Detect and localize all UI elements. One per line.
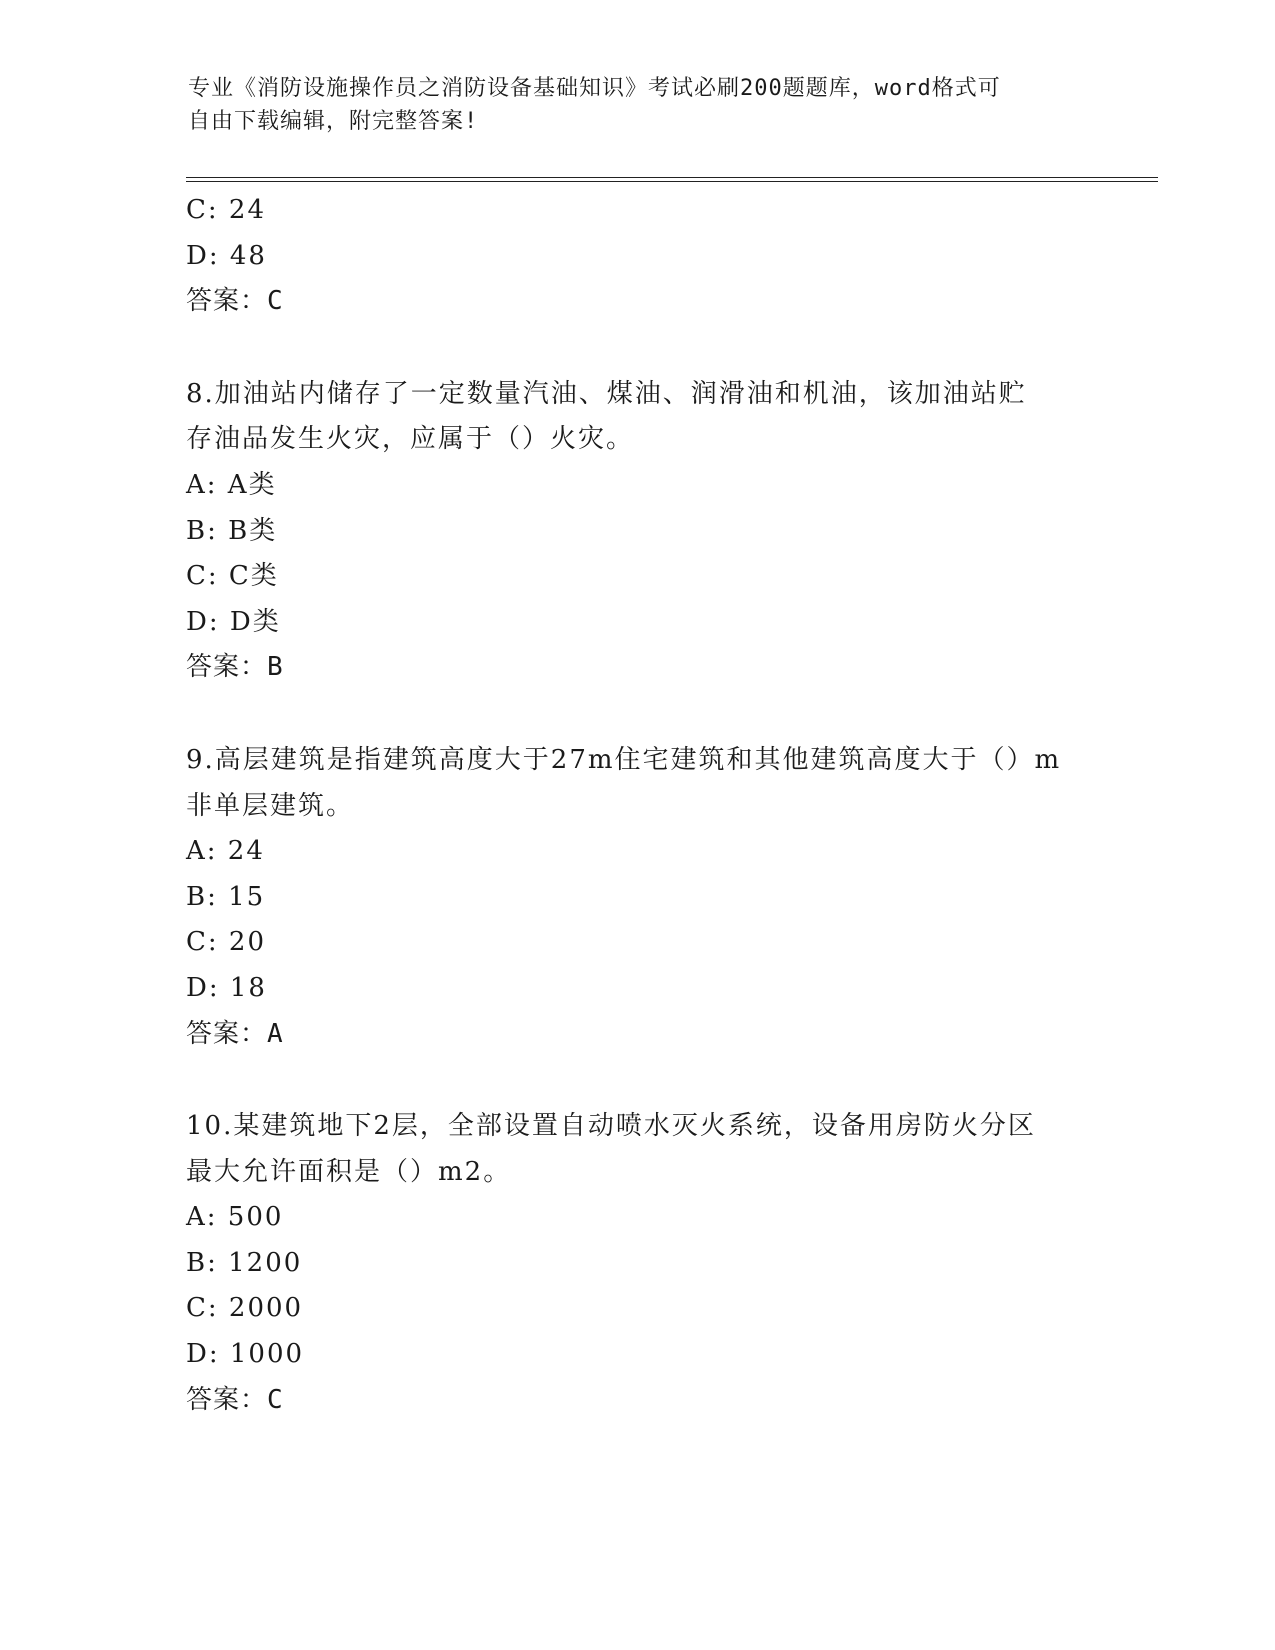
question-block-8 [186,372,1086,691]
page-header [188,72,1088,138]
option-d: D: 1000 [186,1339,305,1370]
question-stem: 9.高层建筑是指建筑高度大于27m住宅建筑和其他建筑高度大于（）m [186,744,1062,775]
question-block-9 [186,738,1086,1057]
header-title-line-2: 自由下载编辑，附完整答案! [188,109,479,134]
question-stem-continued: 存油品发生火灾，应属于（）火灾。 [186,424,635,455]
question-block-10 [186,1104,1086,1423]
option-b: B: 15 [186,881,266,912]
option-c: C: 2000 [186,1293,304,1324]
question-block-prev [186,188,1086,325]
option-d: D: 18 [186,972,267,1003]
answer-line: 答案：C [186,1384,284,1415]
option-b: B: B类 [186,515,278,546]
option-d: D: D类 [186,606,281,637]
header-title-line-1: 专业《消防设施操作员之消防设备基础知识》考试必刷200题题库，word格式可 [188,76,1001,101]
header-divider [186,177,1158,182]
answer-line: 答案：C [186,286,284,317]
question-stem-continued: 最大允许面积是（）m2。 [186,1156,512,1187]
answer-line: 答案：B [186,652,284,683]
spacer [186,325,1086,372]
option-a: A: 500 [186,1202,284,1233]
question-stem: 10.某建筑地下2层，全部设置自动喷水灭火系统，设备用房防火分区 [186,1111,1036,1142]
answer-line: 答案：A [186,1018,284,1049]
option-a: A: 24 [186,836,265,867]
option-b: B: 1200 [186,1247,303,1278]
question-list [186,188,1086,1423]
option-c: C: 20 [186,927,267,958]
option-c: C: C类 [186,561,279,592]
option-d: D: 48 [186,240,267,271]
option-a: A: A类 [186,469,277,500]
question-stem: 8.加油站内储存了一定数量汽油、煤油、润滑油和机油，该加油站贮 [186,378,1027,409]
spacer [186,691,1086,738]
option-c: C: 24 [186,195,267,225]
question-stem-continued: 非单层建筑。 [186,790,355,821]
spacer [186,1057,1086,1104]
